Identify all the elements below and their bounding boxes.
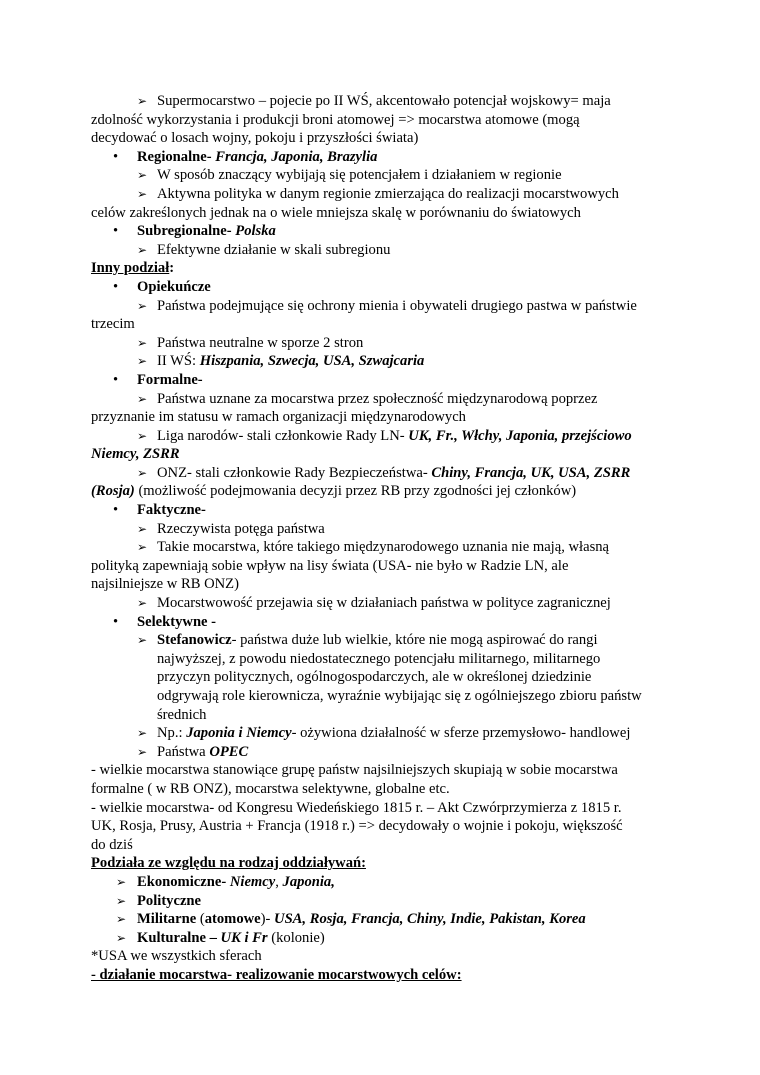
bullet-icon: • <box>113 278 119 295</box>
text-line: średnich <box>157 706 207 723</box>
text-line: odgrywają role kierownicza, wyraźnie wybijając się z ogólniejszego zbioru państw <box>157 688 642 704</box>
text-line: ➢ Państwa OPEC <box>137 743 249 760</box>
text-line: - wielkie mocarstwa- od Kongresu Wiedeńskiego 1815 r. – Akt Czwórprzymierza z 1815 r. <box>91 799 622 816</box>
document-page <box>91 92 676 985</box>
text-line: *USA we wszystkich sferach <box>91 948 262 965</box>
text-line: ➢ Stefanowicz- państwa duże lub wielkie, które nie mogą aspirować do rangi <box>137 632 598 649</box>
text-line: ➢ Rzeczywista potęga państwa <box>137 520 325 537</box>
text-line: najsilniejsze w RB ONZ) <box>91 576 239 593</box>
text-line: ➢ Efektywne działanie w skali subregionu <box>137 241 391 258</box>
bullet-icon: • <box>113 502 119 519</box>
text-line: (Rosja) (możliwość podejmowania decyzji przez RB przy zgodności jej członków) <box>91 483 577 500</box>
arrow-bullet-icon: ➢ <box>137 521 148 536</box>
text-line: ➢ Mocarstwowość przejawia się w działaniach państwa w polityce zagranicznej <box>137 595 611 612</box>
text-line: do dziś <box>91 836 133 853</box>
list-item: ➢ Polityczne <box>116 892 202 909</box>
text-line: UK, Rosja, Prusy, Austria + Francja (1918 r.) => decydowały o wojnie i pokoju, większość <box>91 818 623 835</box>
arrow-bullet-icon: ➢ <box>137 335 148 350</box>
text-line: przyznanie im statusu w ramach organizacji międzynarodowych <box>91 409 466 426</box>
arrow-bullet-icon: ➢ <box>137 428 148 443</box>
arrow-bullet-icon: ➢ <box>116 893 127 908</box>
arrow-bullet-icon: ➢ <box>137 744 148 759</box>
text-line: Niemcy, ZSRR <box>91 446 180 463</box>
text-line: ➢ Np.: Japonia i Niemcy- ożywiona działalność w sferze przemysłowo- handlowej <box>137 725 631 742</box>
arrow-bullet-icon: ➢ <box>137 465 148 480</box>
bullet-icon: • <box>113 223 119 240</box>
text-line: ➢ Państwa uznane za mocarstwa przez społeczność międzynarodową poprzez <box>137 390 598 407</box>
text-line: decydować o losach wojny, pokoju i przyszłości świata) <box>91 130 419 147</box>
arrow-bullet-icon: ➢ <box>137 633 148 648</box>
text-line: ➢ ONZ- stali członkowie Rady Bezpieczeństwa- Chiny, Francja, UK, USA, ZSRR <box>137 464 631 481</box>
arrow-bullet-icon: ➢ <box>137 186 148 201</box>
arrow-bullet-icon: ➢ <box>137 596 148 611</box>
bullet-item: • Faktyczne- <box>113 502 206 519</box>
bullet-icon: • <box>113 613 119 630</box>
text-line: ➢ Aktywna polityka w danym regionie zmierzająca do realizacji mocarstwowych <box>137 185 619 202</box>
arrow-bullet-icon: ➢ <box>137 94 148 108</box>
arrow-bullet-icon: ➢ <box>137 298 148 313</box>
arrow-bullet-icon: ➢ <box>116 912 127 927</box>
section-heading: - działanie mocarstwa- realizowanie mocarstwowych celów: <box>91 966 462 983</box>
bullet-icon: • <box>113 371 119 388</box>
text-line: - wielkie mocarstwa stanowiące grupę państw najsilniejszych skupiają w sobie mocarstwa <box>91 762 618 779</box>
bullet-item: • Subregionalne- Polska <box>113 223 276 240</box>
bullet-item: • Opiekuńcze <box>113 278 211 295</box>
text-line: trzecim <box>91 316 135 333</box>
section-heading: Podziała ze względu na rodzaj oddziaływań: <box>91 855 366 872</box>
text-line: ➢ Państwa neutralne w sporze 2 stron <box>137 334 364 351</box>
bullet-icon: • <box>113 148 119 165</box>
list-item: ➢ Ekonomiczne- Niemcy, Japonia, <box>116 873 335 890</box>
arrow-bullet-icon: ➢ <box>137 242 148 257</box>
bullet-item: • Selektywne - <box>113 613 217 630</box>
text-line: ➢ II WŚ: Hiszpania, Szwecja, USA, Szwajcaria <box>137 353 425 370</box>
text-line: celów zakreślonych jednak na o wiele mniejsza skalę w porównaniu do światowych <box>91 204 581 221</box>
text-line: polityką zapewniają sobie wpływ na lisy świata (USA- nie było w Radzie LN, ale <box>91 557 569 574</box>
text-line: zdolność wykorzystania i produkcji broni atomowej => mocarstwa atomowe (mogą <box>91 111 580 128</box>
text-line: ➢ W sposób znaczący wybijają się potencjałem i działaniem w regionie <box>137 167 562 184</box>
text-line: przyczyn politycznych, ogólnogospodarczych, ale w określonej dziedzinie <box>157 669 592 686</box>
bullet-item: • Formalne- <box>113 371 203 388</box>
arrow-bullet-icon: ➢ <box>137 726 148 741</box>
arrow-bullet-icon: ➢ <box>137 391 148 406</box>
section-heading: Inny podział: <box>91 260 175 277</box>
text-line: ➢ Państwa podejmujące się ochrony mienia i obywateli drugiego pastwa w państwie <box>137 297 637 314</box>
text-line: formalne ( w RB ONZ), mocarstwa selektywne, globalne etc. <box>91 780 450 797</box>
arrow-bullet-icon: ➢ <box>137 540 148 555</box>
bullet-item: • Regionalne- Francja, Japonia, Brazylia <box>113 148 378 165</box>
text-line: ➢ Liga narodów- stali członkowie Rady LN- UK, Fr., Włchy, Japonia, przejściowo <box>137 427 632 444</box>
list-item: ➢ Kulturalne – UK i Fr (kolonie) <box>116 929 325 946</box>
list-item: ➢ Militarne (atomowe)- USA, Rosja, Francja, Chiny, Indie, Pakistan, Korea <box>116 911 586 928</box>
text-line: ➢ Takie mocarstwa, które takiego międzynarodowego uznania nie mają, własną <box>137 539 610 556</box>
text-line: ➢ Supermocarstwo – pojecie po II WŚ, akcentowało potencjał wojskowy= maja <box>137 93 611 109</box>
arrow-bullet-icon: ➢ <box>116 930 127 945</box>
arrow-bullet-icon: ➢ <box>137 168 148 183</box>
arrow-bullet-icon: ➢ <box>137 354 148 369</box>
text-line: najwyższej, z powodu niedostatecznego potencjału militarnego, militarnego <box>157 650 601 667</box>
arrow-bullet-icon: ➢ <box>116 874 127 889</box>
